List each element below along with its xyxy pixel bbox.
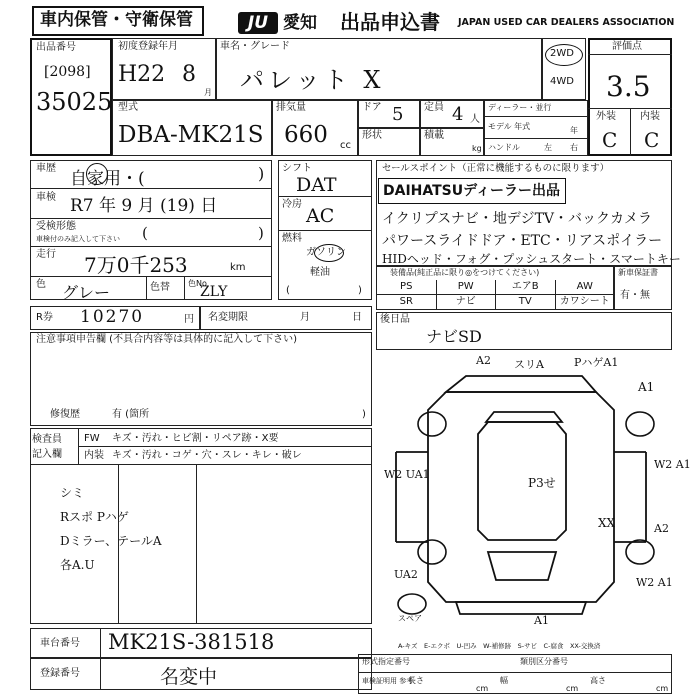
sales-line-2: パワースライドドア・ETC・リアスポイラー xyxy=(382,233,663,249)
logo-text: JU xyxy=(247,13,269,33)
mileage-value: 7万0千253 xyxy=(84,253,188,277)
mark-xx: XX xyxy=(598,516,616,530)
fuel-diesel: 軽油 xyxy=(310,267,330,278)
diagram-rear-window xyxy=(488,552,556,580)
repair-value: 有 (箇所 xyxy=(112,409,150,420)
exterior-value: C xyxy=(602,128,618,152)
load-unit: kg xyxy=(472,144,482,153)
spare-label: スペア xyxy=(398,614,422,623)
lot-number: 35025 xyxy=(36,88,113,116)
mark-top-right: PハゲA1 xyxy=(574,356,619,369)
displacement-label: 排気量 xyxy=(276,102,306,113)
diagram-body-outline xyxy=(428,392,614,602)
fuel-gasoline: ガソリン xyxy=(306,247,346,258)
registration-month-unit: 月 xyxy=(204,88,212,97)
recycle-value: 10270 xyxy=(80,307,145,327)
drive-2wd: 2WD xyxy=(550,48,574,59)
rating-label: 評価点 xyxy=(612,41,642,52)
inspector-row2-items: キズ・汚れ・コゲ・穴・スレ・キレ・破レ xyxy=(112,450,302,461)
model-value: DBA-MK21S xyxy=(118,122,264,148)
color-value: グレー xyxy=(62,283,111,302)
lot-label: 出品番号 xyxy=(36,42,76,53)
equipment-code: AW xyxy=(556,280,615,295)
color-change-label: 色替 xyxy=(150,282,170,293)
chassis-value: MK21S-381518 xyxy=(108,630,275,654)
inspector-row1-head: FW xyxy=(84,433,100,444)
history-circle xyxy=(86,163,108,185)
model-label: 型式 xyxy=(118,102,138,113)
form-title: 出品申込書 xyxy=(340,10,440,34)
exterior-label: 外装 xyxy=(596,111,616,122)
equipment-item xyxy=(376,280,436,310)
lot-sub-number: [2098] xyxy=(44,64,91,80)
history-label: 車歴 xyxy=(36,163,56,174)
mark-bottom: A1 xyxy=(534,614,549,627)
handle-left: 左 xyxy=(544,143,552,152)
shift-value: DAT xyxy=(296,174,337,196)
equipment-item xyxy=(555,280,615,310)
mileage-unit: km xyxy=(230,262,246,273)
sales-line-1: イクリプスナビ・地デジTV・バックカメラ xyxy=(382,211,653,227)
length-label: 長さ xyxy=(408,676,424,685)
diagram-wheel-fl xyxy=(418,412,446,436)
recycle-label: R券 xyxy=(36,312,53,323)
equipment-label: 装備品(純正品に限り◎をつけてください) xyxy=(390,268,540,277)
displacement-unit: cc xyxy=(340,140,351,151)
equipment-name: カワシート xyxy=(559,296,610,307)
equipment-name: SR xyxy=(399,296,413,307)
year-unit: 年 xyxy=(570,126,578,135)
mark-right-top: A1 xyxy=(638,380,655,394)
chassis-label: 車台番号 xyxy=(40,638,80,649)
aftermarket-box xyxy=(376,312,672,350)
ac-label: 冷房 xyxy=(282,199,302,210)
mark-right-bottom: W2 A1 xyxy=(636,576,673,589)
drive-4wd: 4WD xyxy=(550,76,574,87)
inspector-label-2: 記入欄 xyxy=(32,449,62,460)
sales-line-3: HIDヘッド・フォグ・プッシュスタート・スマートキー xyxy=(382,252,681,266)
car-name-label: 車名・グレード xyxy=(220,41,290,52)
name-change-label: 名変期限 xyxy=(208,312,248,323)
diagram-wheel-rl xyxy=(418,540,446,564)
category-label: 類別区分番号 xyxy=(520,657,568,666)
inspector-remarks xyxy=(30,470,372,620)
form-label: 受検形態 xyxy=(36,221,76,232)
color-label: 色 xyxy=(36,279,46,290)
inspection-label: 車検 xyxy=(36,192,56,203)
fuel-open: ( xyxy=(286,285,290,296)
doors-label: ドア xyxy=(362,102,382,113)
mark-top-left: A2 xyxy=(476,354,491,367)
interior-value: C xyxy=(644,128,660,152)
handle-right: 右 xyxy=(570,143,578,152)
mark-roof: P3せ xyxy=(528,476,556,490)
ju-logo xyxy=(238,12,278,34)
equipment-code: PS xyxy=(377,280,436,295)
width-unit: cm xyxy=(566,684,579,693)
car-damage-diagram xyxy=(376,352,672,638)
inspector-remark-line: Rスポ Pハゲ xyxy=(60,510,129,524)
model-year-label: モデル 年式 xyxy=(488,122,531,131)
diagram-wheel-rr xyxy=(626,540,654,564)
color-number-value: ZLY xyxy=(200,284,228,300)
diagram-front xyxy=(446,376,596,392)
mileage-label: 走行 xyxy=(36,249,56,260)
equipment-item xyxy=(495,280,555,310)
dealer-parallel-label: ディーラー・並行 xyxy=(488,103,552,112)
registration-month: 8 xyxy=(182,62,196,87)
mark-left-mid: W2 UA1 xyxy=(384,468,430,481)
type-designation-label: 形式指定番号 xyxy=(362,657,410,666)
equipment-name: TV xyxy=(518,296,532,307)
diagram-spare xyxy=(398,594,426,614)
equipment-name: ナビ xyxy=(455,296,476,307)
capacity-value: 4 xyxy=(452,104,464,125)
notes-box xyxy=(30,332,372,426)
capacity-label: 定員 xyxy=(424,102,444,113)
warranty-label: 新車保証書 xyxy=(618,268,658,277)
inspector-label-1: 検査員 xyxy=(32,434,62,445)
repair-label: 修復歴 xyxy=(50,409,80,420)
name-change-month: 月 xyxy=(300,312,310,323)
shape-label: 形状 xyxy=(362,130,382,141)
ac-value: AC xyxy=(306,205,335,227)
doors-value: 5 xyxy=(392,104,404,125)
color-number-label: 色No xyxy=(188,279,207,288)
height-unit: cm xyxy=(656,684,669,693)
registration-era-year: H22 xyxy=(118,62,166,87)
inspection-value: R7 年 9 月 (19) 日 xyxy=(70,196,218,216)
damage-legend: A-キズ E-エクボ U-凹み W-補修跡 S-サビ C-腐食 XX-交換済 xyxy=(398,642,601,650)
mark-top-mid: スリA xyxy=(514,358,544,371)
storage-label: 車内保管・守衛保管 xyxy=(40,10,193,30)
rating-value: 3.5 xyxy=(606,70,651,103)
shift-label: シフト xyxy=(282,163,312,174)
fuel-label: 燃料 xyxy=(282,233,302,244)
inspector-remark-line: Dミラー、テールA xyxy=(60,534,162,548)
history-value: 自家用・( xyxy=(70,169,145,189)
inspector-row1-items: キズ・汚れ・ヒビ割・リペア跡・X要 xyxy=(112,433,279,444)
form-close: ) xyxy=(258,224,264,242)
load-label: 積載 xyxy=(424,130,444,141)
inspector-row2-head: 内装 xyxy=(84,450,104,461)
org-name: 愛知 xyxy=(283,13,317,33)
form-open: ( xyxy=(142,224,148,242)
car-name-value: パレット X xyxy=(240,66,385,94)
interior-label: 内装 xyxy=(640,111,660,122)
diagram-wheel-fr xyxy=(626,412,654,436)
mark-right-low: A2 xyxy=(654,522,669,535)
dealer-stamp xyxy=(378,178,566,204)
repair-close: ) xyxy=(362,409,366,420)
plate-value: 名変中 xyxy=(160,666,218,688)
displacement-value: 660 xyxy=(284,122,328,148)
width-label: 幅 xyxy=(500,676,508,685)
sales-label: セールスポイント（正常に機能するものに限ります） xyxy=(382,163,610,174)
plate-label: 登録番号 xyxy=(40,668,80,679)
equipment-code: エアB xyxy=(496,280,555,295)
recycle-unit: 円 xyxy=(184,314,194,325)
mark-left-low: UA2 xyxy=(394,568,418,581)
fuel-close: ) xyxy=(358,285,362,296)
cert-label: 車検証明用 参考 xyxy=(362,677,414,685)
english-title: JAPAN USED CAR DEALERS ASSOCIATION xyxy=(458,17,675,28)
dealer-stamp-text: DAIHATSUディーラー出品 xyxy=(383,183,561,199)
diagram-windshield xyxy=(486,412,562,422)
form-note: 車検付のみ記入して下さい xyxy=(36,235,120,243)
warranty-options: 有・無 xyxy=(620,290,650,301)
diagram-rear xyxy=(456,602,586,614)
equipment-code: PW xyxy=(437,280,496,295)
length-unit: cm xyxy=(476,684,489,693)
name-change-day: 日 xyxy=(352,312,362,323)
fuel-circle xyxy=(314,244,344,262)
mark-right-mid: W2 A1 xyxy=(654,458,691,471)
history-close: ) xyxy=(258,164,265,183)
inspector-remark-line: 各A.U xyxy=(60,558,95,572)
height-label: 高さ xyxy=(590,676,606,685)
equipment-grid xyxy=(376,280,614,310)
inspector-remark-line: シミ xyxy=(60,486,85,500)
handle-label: ハンドル xyxy=(488,143,520,152)
notes-label: 注意事項申告欄 (不具合内容等は具体的に記入して下さい) xyxy=(36,334,297,345)
capacity-unit: 人 xyxy=(470,114,480,125)
aftermarket-label: 後日品 xyxy=(380,314,410,325)
registration-label: 初度登録年月 xyxy=(118,41,178,52)
aftermarket-value: ナビSD xyxy=(426,327,482,346)
equipment-item xyxy=(436,280,496,310)
